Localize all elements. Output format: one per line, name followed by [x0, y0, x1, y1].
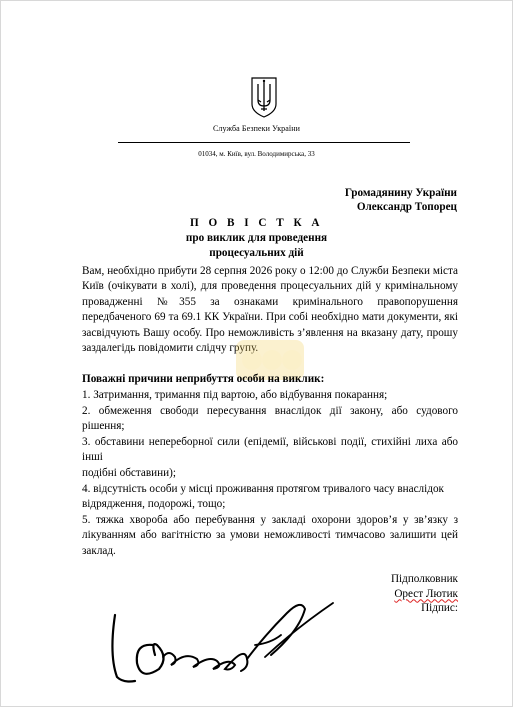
- title-line-1: П О В І С Т К А: [189, 217, 324, 229]
- recipient-block: [345, 186, 457, 214]
- agency-name: Служба Безпеки України: [212, 124, 301, 133]
- title-line-3: процесуальних дій: [209, 247, 304, 259]
- signatory-rank: Підполковник: [390, 573, 458, 585]
- reason-line: 2. обмеження свободи пересування внаслідок дії закону, або судового рішення;: [82, 404, 458, 433]
- header-divider: [118, 142, 410, 143]
- reasons-list: [82, 388, 458, 560]
- reason-line: 3. обставини непереборної сили (епідемії, військові події, стихійні лиха або інші: [82, 435, 458, 464]
- reason-line: 5. тяжка хвороба або перебування у закладі охорони здоров’я у зв’язку з лікуванням або вагітністю за умови неможливості тимчасово залишити цей заклад.: [82, 513, 458, 557]
- reason-line: відрядження, подорожі, тощо;: [82, 498, 226, 511]
- signatory-block: [391, 572, 458, 616]
- signature-label: Підпис:: [421, 602, 458, 614]
- summons-paragraph: Вам, необхідно прибути 28 серпня 2026 року о 12:00 до Служби Безпеки міста Київ (очікувати в холі), для проведення процесуальних дій у кримінальному провадженні №355 за ознаками кримінального правопорушення передбаченого 69 та 69.1 КК України. При собі необхідно мати документи, які засвідчують Вашу особу. Про неможливість з’явлення на вказану дату, прошу заздалегідь повідомити слідчу групу.: [82, 265, 458, 355]
- handwritten-signature: [105, 585, 340, 690]
- agency-address: 01034, м. Київ, вул. Володимирська, 33: [198, 150, 315, 158]
- reason-line: 4. відсутність особи у місці проживання протягом тривалого часу внаслідок: [82, 482, 444, 495]
- recipient-line-2: Олександр Топорец: [356, 201, 457, 213]
- recipient-line-1: Громадянину України: [344, 187, 457, 199]
- reason-line: подібні обставини);: [82, 466, 176, 479]
- signatory-name: Орест Лютик: [394, 587, 458, 600]
- document-title: [0, 216, 513, 261]
- reasons-heading: Поважні причини неприбуття особи на виклик:: [82, 373, 325, 385]
- trident-emblem-icon: [249, 76, 279, 118]
- title-line-2: про виклик для проведення: [185, 232, 328, 244]
- reason-line: 1. Затримання, тримання під вартою, або відбування покарання;: [82, 389, 388, 401]
